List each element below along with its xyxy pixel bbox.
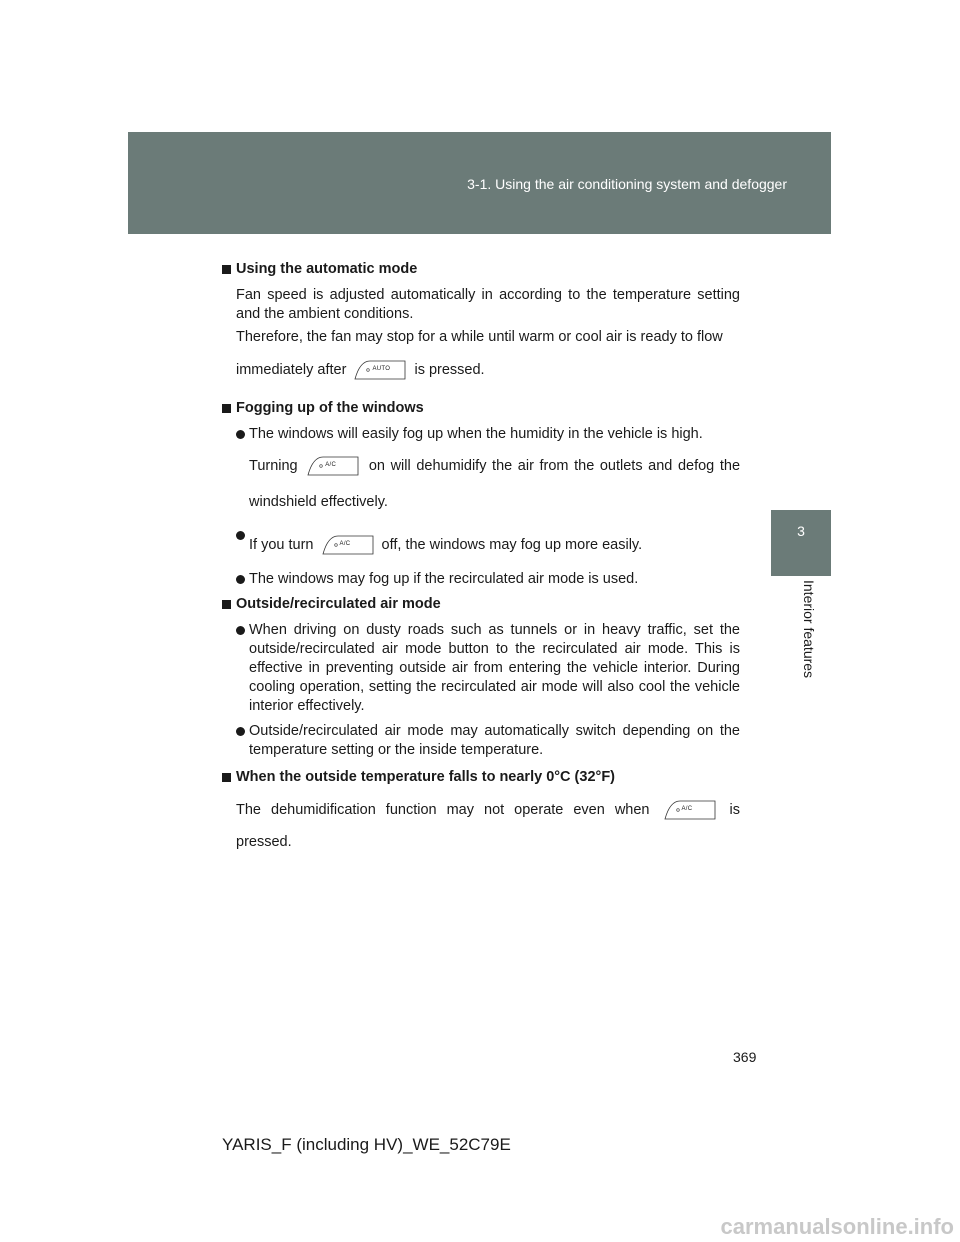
heading-recirculated: Outside/recirculated air mode bbox=[222, 595, 740, 614]
ac-button-icon bbox=[307, 456, 359, 476]
recirc-bullet-2: Outside/recirculated air mode may automatically switch depending on the temperature setting or the inside temperature. bbox=[236, 722, 740, 760]
heading-automatic-mode: Using the automatic mode bbox=[222, 260, 740, 279]
auto-text-pre: immediately after bbox=[236, 362, 347, 378]
fog-bullet-3: The windows may fog up if the recirculated air mode is used. bbox=[236, 570, 740, 589]
ac-button-icon bbox=[322, 535, 374, 555]
cold-text-post: is pressed. bbox=[236, 802, 740, 850]
auto-paragraph-3 bbox=[236, 351, 740, 389]
page-content bbox=[222, 260, 740, 862]
watermark: carmanualsonline.info bbox=[720, 1214, 954, 1239]
fog-text-pre: Turning bbox=[249, 458, 298, 474]
model-code: YARIS_F (including HV)_WE_52C79E bbox=[222, 1135, 511, 1154]
fog-bullet-2-pre: If you turn bbox=[249, 537, 314, 553]
recirc-bullet-1: When driving on dusty roads such as tunnels or in heavy traffic, set the outside/recirculated air mode button to the recirculated air mode. This is effective in preventing outside air from entering the vehicle interior. During cooling operation, setting the recirculated air mode will also cool the vehicle interior effectively. bbox=[236, 621, 740, 716]
cold-paragraph bbox=[236, 794, 740, 858]
fog-bullet-1-line1: The windows will easily fog up when the humidity in the vehicle is high. bbox=[249, 426, 703, 442]
chapter-number: 3 bbox=[797, 523, 805, 539]
ac-button-label: A/C bbox=[325, 462, 337, 469]
fog-bullet-2-post: off, the windows may fog up more easily. bbox=[381, 537, 643, 553]
fog-bullet-2 bbox=[236, 526, 740, 564]
auto-button-label: AUTO bbox=[372, 366, 391, 373]
auto-text-post: is pressed. bbox=[414, 362, 485, 378]
auto-button-icon bbox=[354, 360, 406, 380]
ac-button-icon bbox=[664, 800, 716, 820]
page-number: 369 bbox=[733, 1049, 757, 1065]
fog-text-post: on will dehumidify the air from the outlets and defog the windshield effectively. bbox=[249, 458, 741, 510]
chapter-label: Interior features bbox=[801, 580, 817, 679]
section-title: 3-1. Using the air conditioning system and defogger bbox=[467, 176, 787, 192]
auto-paragraph-1: Fan speed is adjusted automatically in according to the temperature setting and the ambient conditions. bbox=[236, 287, 740, 322]
ac-button-label: A/C bbox=[681, 806, 693, 813]
chapter-tab bbox=[771, 510, 831, 576]
cold-text-pre: The dehumidification function may not operate even when bbox=[236, 802, 650, 818]
fog-bullet-1-line2 bbox=[249, 448, 740, 520]
auto-paragraph-2: Therefore, the fan may stop for a while until warm or cool air is ready to flow bbox=[236, 329, 723, 345]
section-header bbox=[128, 132, 831, 234]
fog-bullet-1 bbox=[236, 425, 740, 520]
heading-fogging: Fogging up of the windows bbox=[222, 399, 740, 418]
heading-outside-temperature: When the outside temperature falls to nearly 0°C (32°F) bbox=[222, 768, 740, 787]
ac-button-label: A/C bbox=[339, 541, 351, 548]
